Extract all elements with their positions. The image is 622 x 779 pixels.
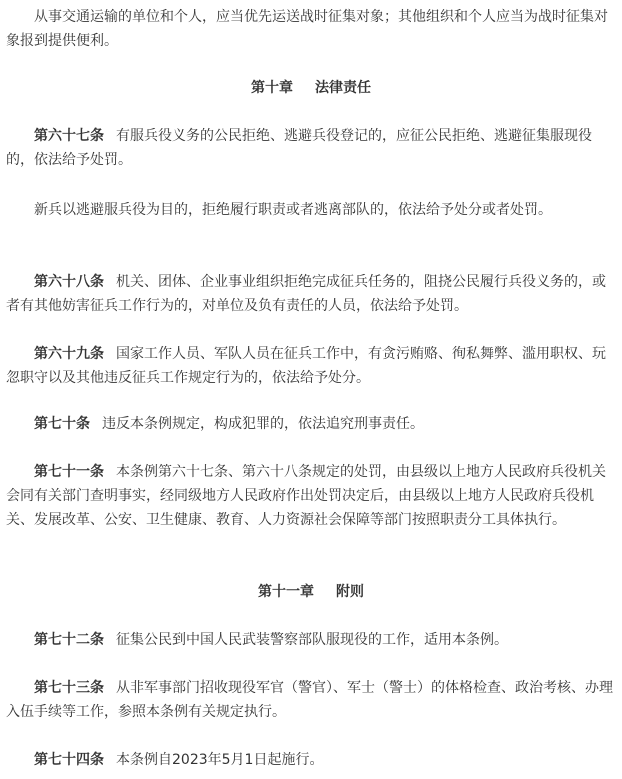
article-73 — [6, 676, 616, 724]
article-text: 本条例第六十七条、第六十八条规定的处罚，由县级以上地方人民政府兵役机关会同有关部门查明事实，经同级地方人民政府作出处罚决定后，由县级以上地方人民政府兵役机关、发展改革、公安、卫生健康、教育、人力资源社会保障等部门按照职责分工具体执行。 — [6, 464, 606, 528]
article-74 — [6, 748, 616, 772]
article-number: 第七十条 — [34, 416, 90, 432]
article-text: 征集公民到中国人民武装警察部队服现役的工作，适用本条例。 — [116, 632, 508, 648]
article-text: 新兵以逃避服兵役为目的，拒绝履行职责或者逃离部队的，依法给予处分或者处罚。 — [34, 202, 552, 218]
article-text: 本条例自2023年5月1日起施行。 — [116, 752, 324, 768]
chapter-11-heading — [0, 580, 622, 604]
article-number: 第七十一条 — [34, 464, 104, 480]
paragraph-text: 从事交通运输的单位和个人，应当优先运送战时征集对象；其他组织和个人应当为战时征集对象报到提供便利。 — [6, 9, 608, 49]
article-number: 第七十二条 — [34, 632, 104, 648]
article-number: 第六十八条 — [34, 274, 104, 290]
article-text: 机关、团体、企业事业组织拒绝完成征兵任务的，阻挠公民履行兵役义务的，或者有其他妨害征兵工作行为的，对单位及负有责任的人员，依法给予处罚。 — [6, 274, 606, 314]
article-72 — [6, 628, 616, 652]
article-71 — [6, 460, 616, 532]
article-67-paragraph-2 — [6, 198, 616, 222]
chapter-title: 附则 — [336, 584, 364, 600]
chapter-10-heading — [0, 76, 622, 100]
article-69 — [6, 342, 616, 390]
article-text: 国家工作人员、军队人员在征兵工作中，有贪污贿赂、徇私舞弊、滥用职权、玩忽职守以及其他违反征兵工作规定行为的，依法给予处分。 — [6, 346, 606, 386]
article-number: 第六十九条 — [34, 346, 104, 362]
article-68 — [6, 270, 616, 318]
chapter-title: 法律责任 — [315, 80, 371, 96]
article-67 — [6, 124, 616, 172]
chapter-number: 第十章 — [251, 80, 293, 96]
article-number: 第七十四条 — [34, 752, 104, 768]
paragraph-transport — [6, 5, 616, 53]
chapter-number: 第十一章 — [258, 584, 314, 600]
article-text: 从非军事部门招收现役军官（警官）、军士（警士）的体格检查、政治考核、办理入伍手续等工作，参照本条例有关规定执行。 — [6, 680, 613, 720]
article-text: 有服兵役义务的公民拒绝、逃避兵役登记的，应征公民拒绝、逃避征集服现役的，依法给予处罚。 — [6, 128, 592, 168]
article-text: 违反本条例规定，构成犯罪的，依法追究刑事责任。 — [102, 416, 424, 432]
article-number: 第六十七条 — [34, 128, 104, 144]
article-number: 第七十三条 — [34, 680, 104, 696]
article-70 — [6, 412, 616, 436]
